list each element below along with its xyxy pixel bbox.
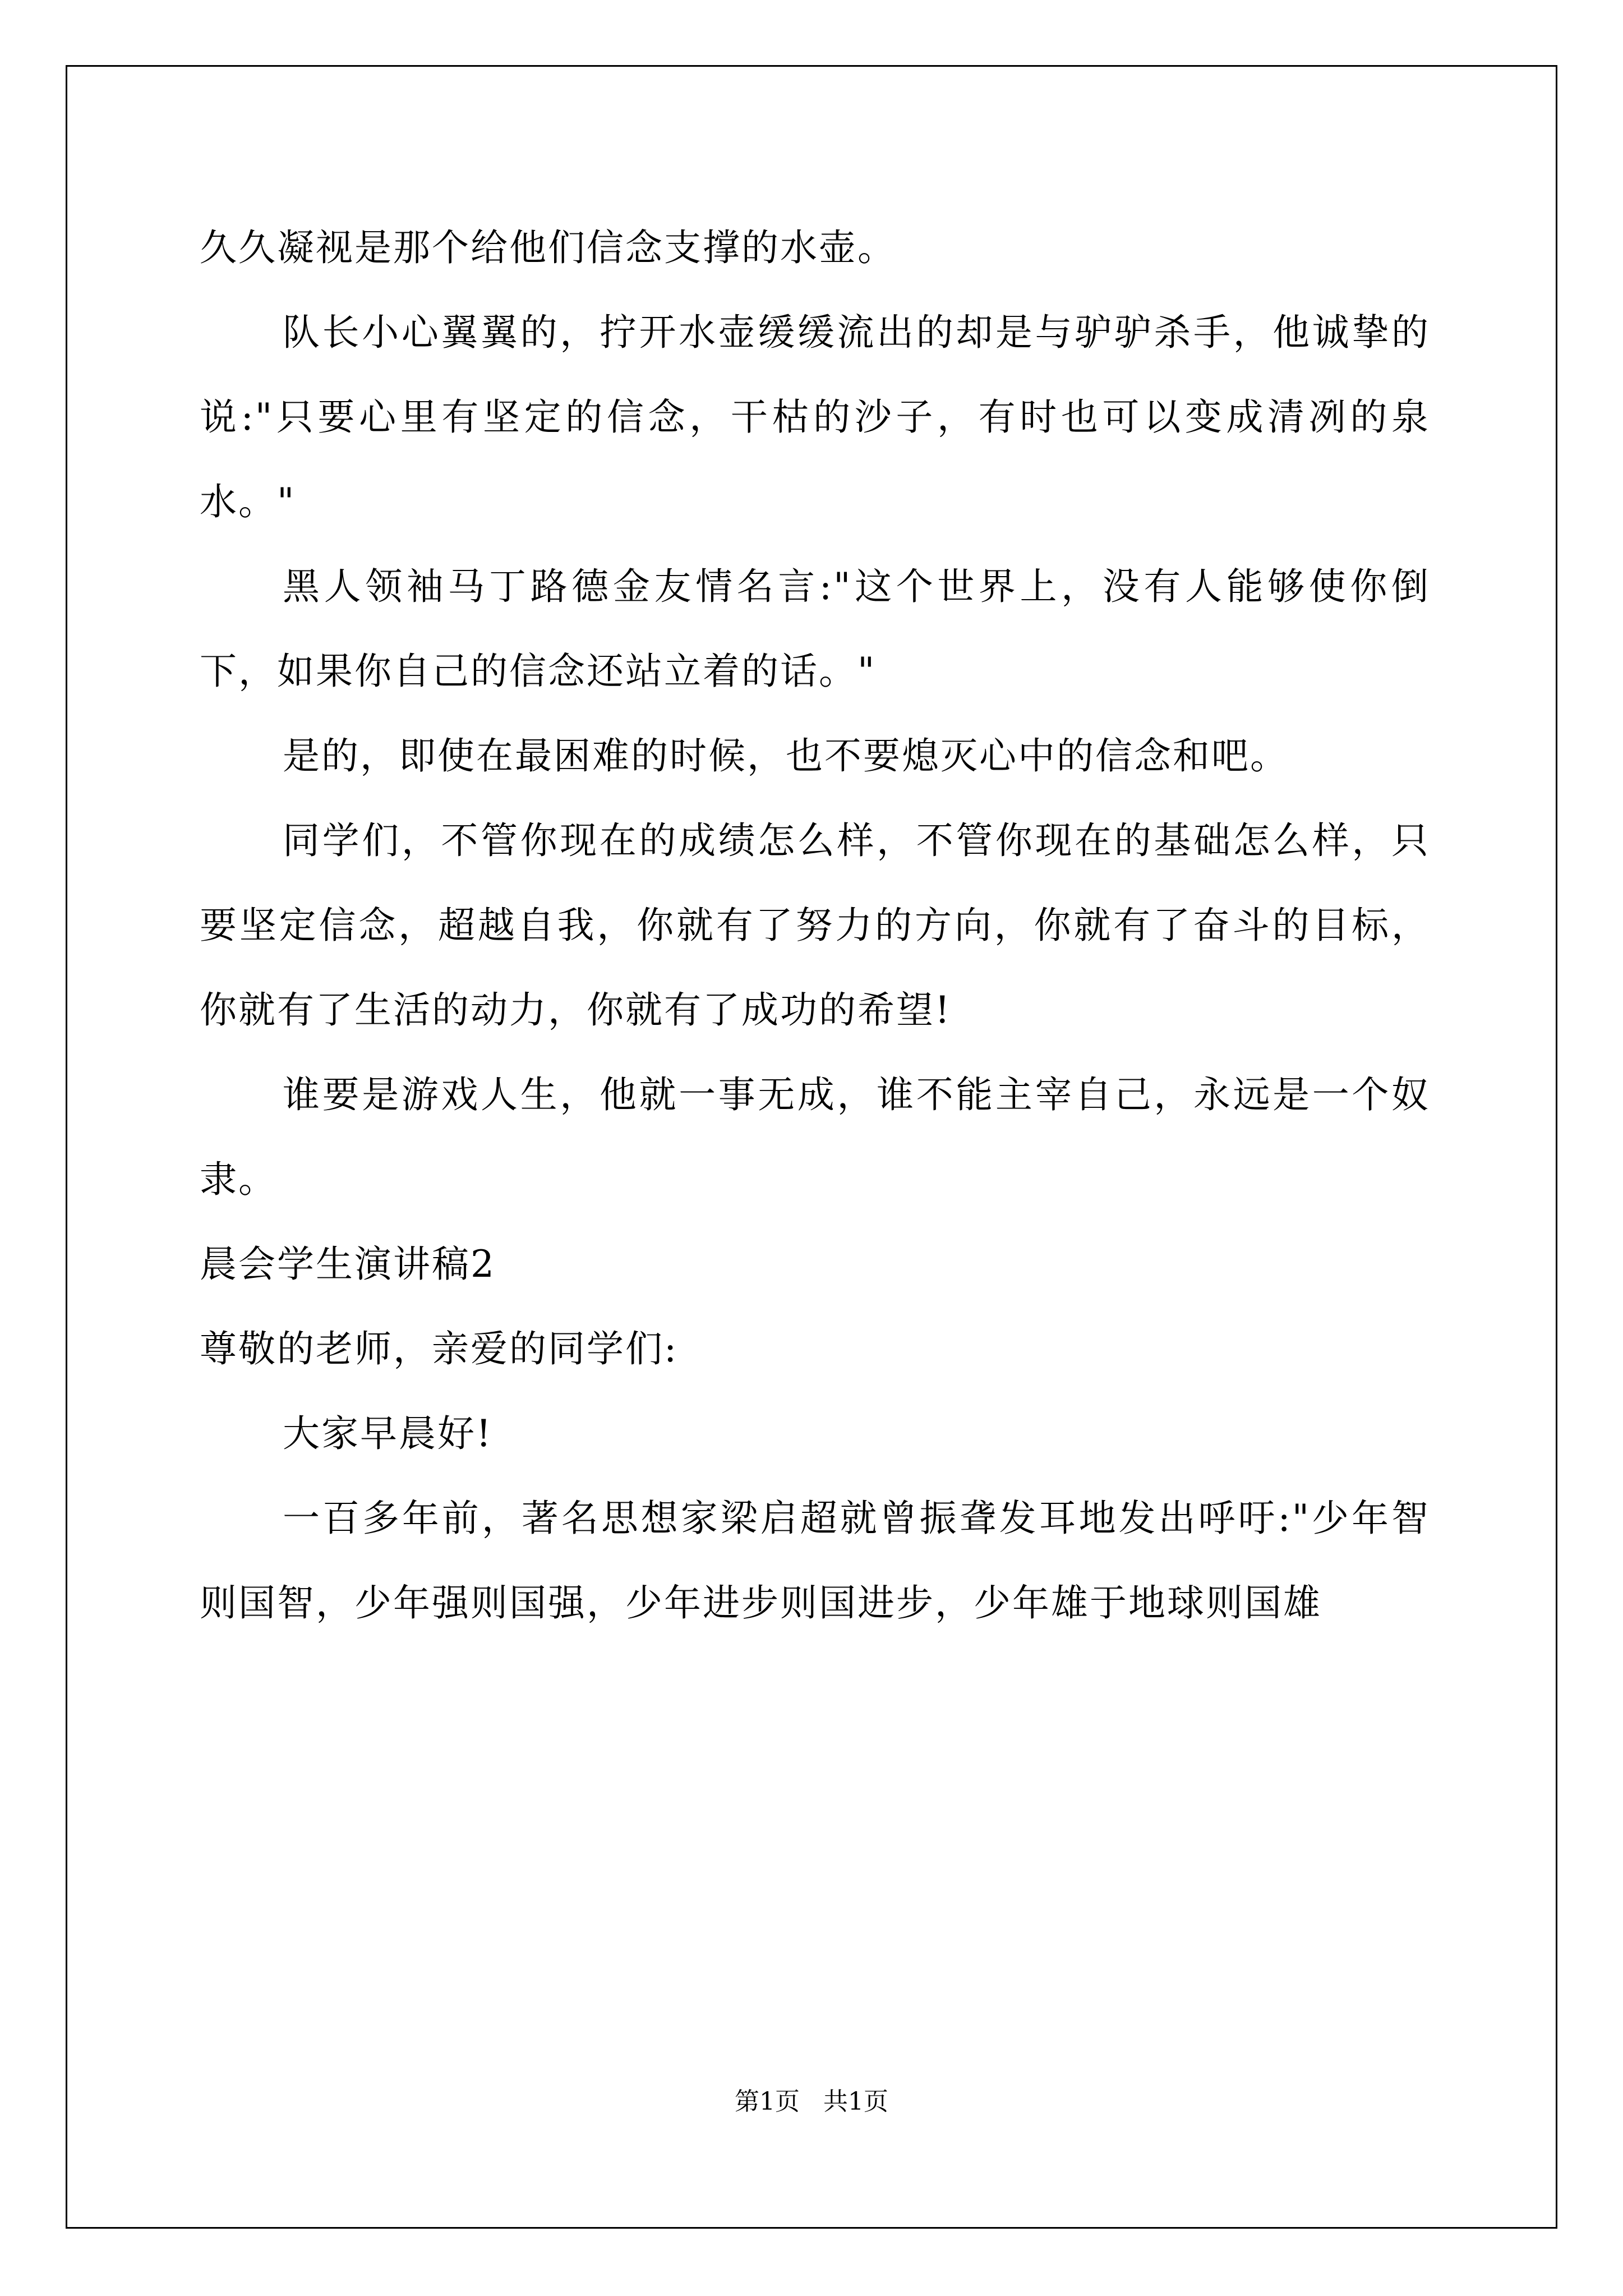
salutation: 尊敬的老师，亲爱的同学们:: [200, 1327, 679, 1370]
paragraph-10: 一百多年前，著名思想家梁启超就曾振聋发耳地发出呼吁:"少年智则国智，少年强则国强，少年进步则国进步，少年雄于地球则国雄: [200, 1497, 1430, 1625]
paragraph-2: 队长小心翼翼的，拧开水壶缓缓流出的却是与驴驴杀手，他诚挚的说:"只要心里有坚定的信念，干枯的沙子，有时也可以变成清冽的泉水。": [200, 311, 1430, 523]
paragraph-4: 是的，即使在最困难的时候，也不要熄灭心中的信念和吧。: [283, 734, 1289, 777]
paragraph-3: 黑人领袖马丁路德金友情名言:"这个世界上，没有人能够使你倒下，如果你自己的信念还站立着的话。": [200, 565, 1430, 693]
section-heading: 晨会学生演讲稿2: [200, 1243, 496, 1286]
paragraph-5: 同学们，不管你现在的成绩怎么样，不管你现在的基础怎么样，只要坚定信念，超越自我，你就有了努力的方向，你就有了奋斗的目标，你就有了生活的动力，你就有了成功的希望!: [200, 819, 1430, 1032]
document-body: [200, 205, 1430, 1645]
page-footer: 第1页 共1页: [735, 2087, 888, 2116]
greeting: 大家早晨好!: [283, 1412, 493, 1455]
paragraph-6: 谁要是游戏人生，他就一事无成，谁不能主宰自己，永远是一个奴隶。: [200, 1073, 1430, 1201]
paragraph-1: 久久凝视是那个给他们信念支撑的水壶。: [200, 226, 896, 269]
